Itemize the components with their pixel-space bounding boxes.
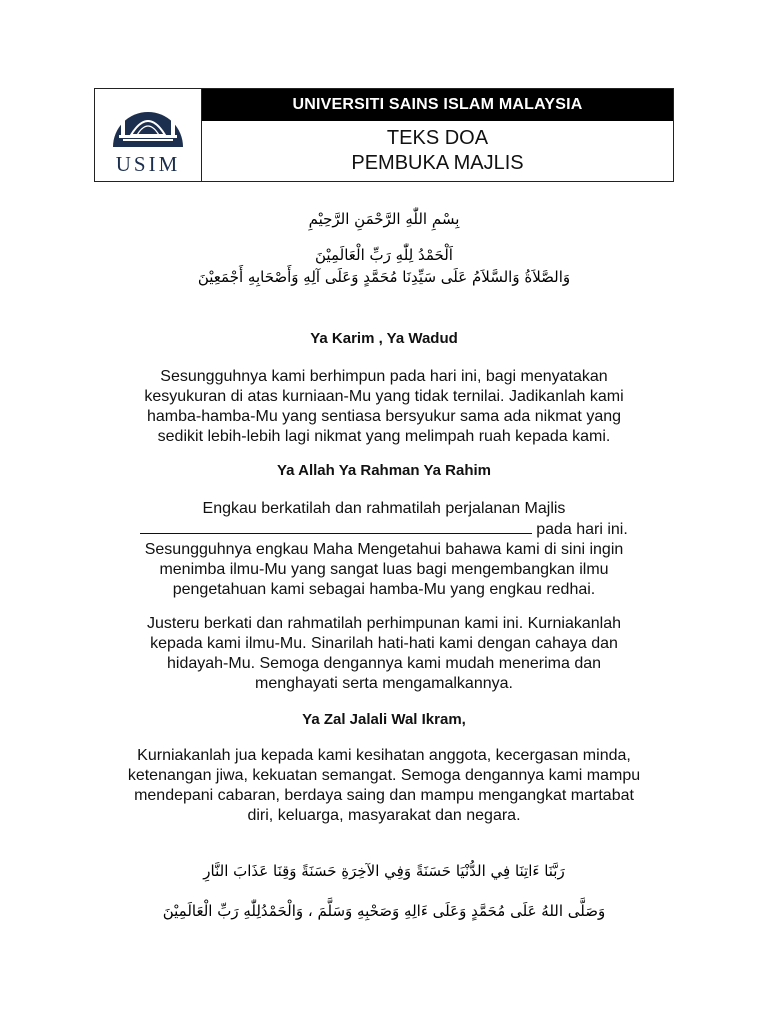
- blank-line-row: [84, 519, 684, 540]
- document-title: [202, 121, 673, 181]
- fill-in-blank[interactable]: [140, 519, 532, 534]
- paragraph-1: [84, 367, 684, 447]
- header-titles: [202, 89, 673, 181]
- document-header: [94, 88, 674, 182]
- paragraph-line: Kurniakanlah jua kepada kami kesihatan anggota, kecergasan minda,: [137, 747, 631, 764]
- paragraph-line: Sesungguhnya engkau Maha Mengetahui bahawa kami di sini ingin: [144, 541, 624, 558]
- paragraph-line: hidayah-Mu. Semoga dengannya kami mudah menerima dan: [166, 655, 602, 672]
- title-line-1: TEKS DOA: [386, 127, 489, 149]
- arabic-salawat: وَالصَّلاَةُ وَالسَّلاَمُ عَلَى سَيِّدِنَا مُحَمَّدٍ وَعَلَى آلِهِ وَأَصْحَابِهِ أَجْمَعِيْنَ: [197, 268, 571, 286]
- section-heading-3: Ya Zal Jalali Wal Ikram,: [302, 711, 466, 728]
- usim-logo: [95, 89, 202, 181]
- paragraph-line: ketenangan jiwa, kekuatan semangat. Semoga dengannya kami mampu: [127, 767, 641, 784]
- paragraph-line: sedikit lebih-lebih lagi nikmat yang melimpah ruah kepada kami.: [157, 428, 611, 445]
- section-heading-1: Ya Karim , Ya Wadud: [310, 330, 458, 347]
- paragraph-line: menimba ilmu-Mu yang sangat luas bagi mengembangkan ilmu: [159, 561, 609, 578]
- arabic-closing-2: وَصَلَّى اللهُ عَلَى مُحَمَّدٍ وَعَلَى ءَالِهِ وَصَحْبِهِ وَسَلَّمَ ، وَالْحَمْدُلِلّٰهِ رَبِّ الْعَالَمِيْنَ: [162, 902, 606, 920]
- paragraph-line: Justeru berkati dan rahmatilah perhimpunan kami ini. Kurniakanlah: [146, 615, 622, 632]
- paragraph-line: kepada kami ilmu-Mu. Sinarilah hati-hati kami dengan cahaya dan: [150, 635, 618, 652]
- paragraph-3: [84, 614, 684, 694]
- paragraph-line: hamba-hamba-Mu yang sentiasa bersyukur sama ada nikmat yang: [146, 408, 622, 425]
- arabic-closing-1: رَبَّنَا ءَاتِنَا فِي الدُّنْيَا حَسَنَةً وَفِي الآخِرَةِ حَسَنَةً وَقِنَا عَذَابَ النَّارِ: [203, 862, 565, 880]
- paragraph-line: kesyukuran di atas kurniaan-Mu yang tidak ternilai. Jadikanlah kami: [144, 388, 624, 405]
- title-line-2: PEMBUKA MAJLIS: [351, 152, 524, 174]
- paragraph-2: [84, 499, 684, 600]
- arabic-hamd: اَلْحَمْدُ لِلّٰهِ رَبِّ الْعَالَمِيْنَ: [315, 246, 453, 264]
- paragraph-line: pengetahuan kami sebagai hamba-Mu yang engkau redhai.: [172, 581, 596, 598]
- paragraph-line: pada hari ini.: [536, 521, 628, 538]
- arabic-basmala: بِسْمِ اللّٰهِ الرَّحْمَنِ الرَّحِيْمِ: [308, 210, 460, 228]
- paragraph-line: Sesungguhnya kami berhimpun pada hari ini, bagi menyatakan: [160, 368, 608, 385]
- university-name: UNIVERSITI SAINS ISLAM MALAYSIA: [202, 89, 673, 121]
- section-heading-2: Ya Allah Ya Rahman Ya Rahim: [277, 462, 491, 479]
- paragraph-line: Engkau berkatilah dan rahmatilah perjalanan Majlis: [202, 500, 566, 517]
- logo-wordmark: USIM: [115, 152, 181, 176]
- paragraph-4: [84, 746, 684, 826]
- usim-emblem-icon: [107, 93, 189, 151]
- paragraph-line: diri, keluarga, masyarakat dan negara.: [247, 807, 521, 824]
- paragraph-line: menghayati serta mengamalkannya.: [255, 675, 513, 692]
- paragraph-line: mendepani cabaran, berdaya saing dan mampu mengangkat martabat: [134, 787, 634, 804]
